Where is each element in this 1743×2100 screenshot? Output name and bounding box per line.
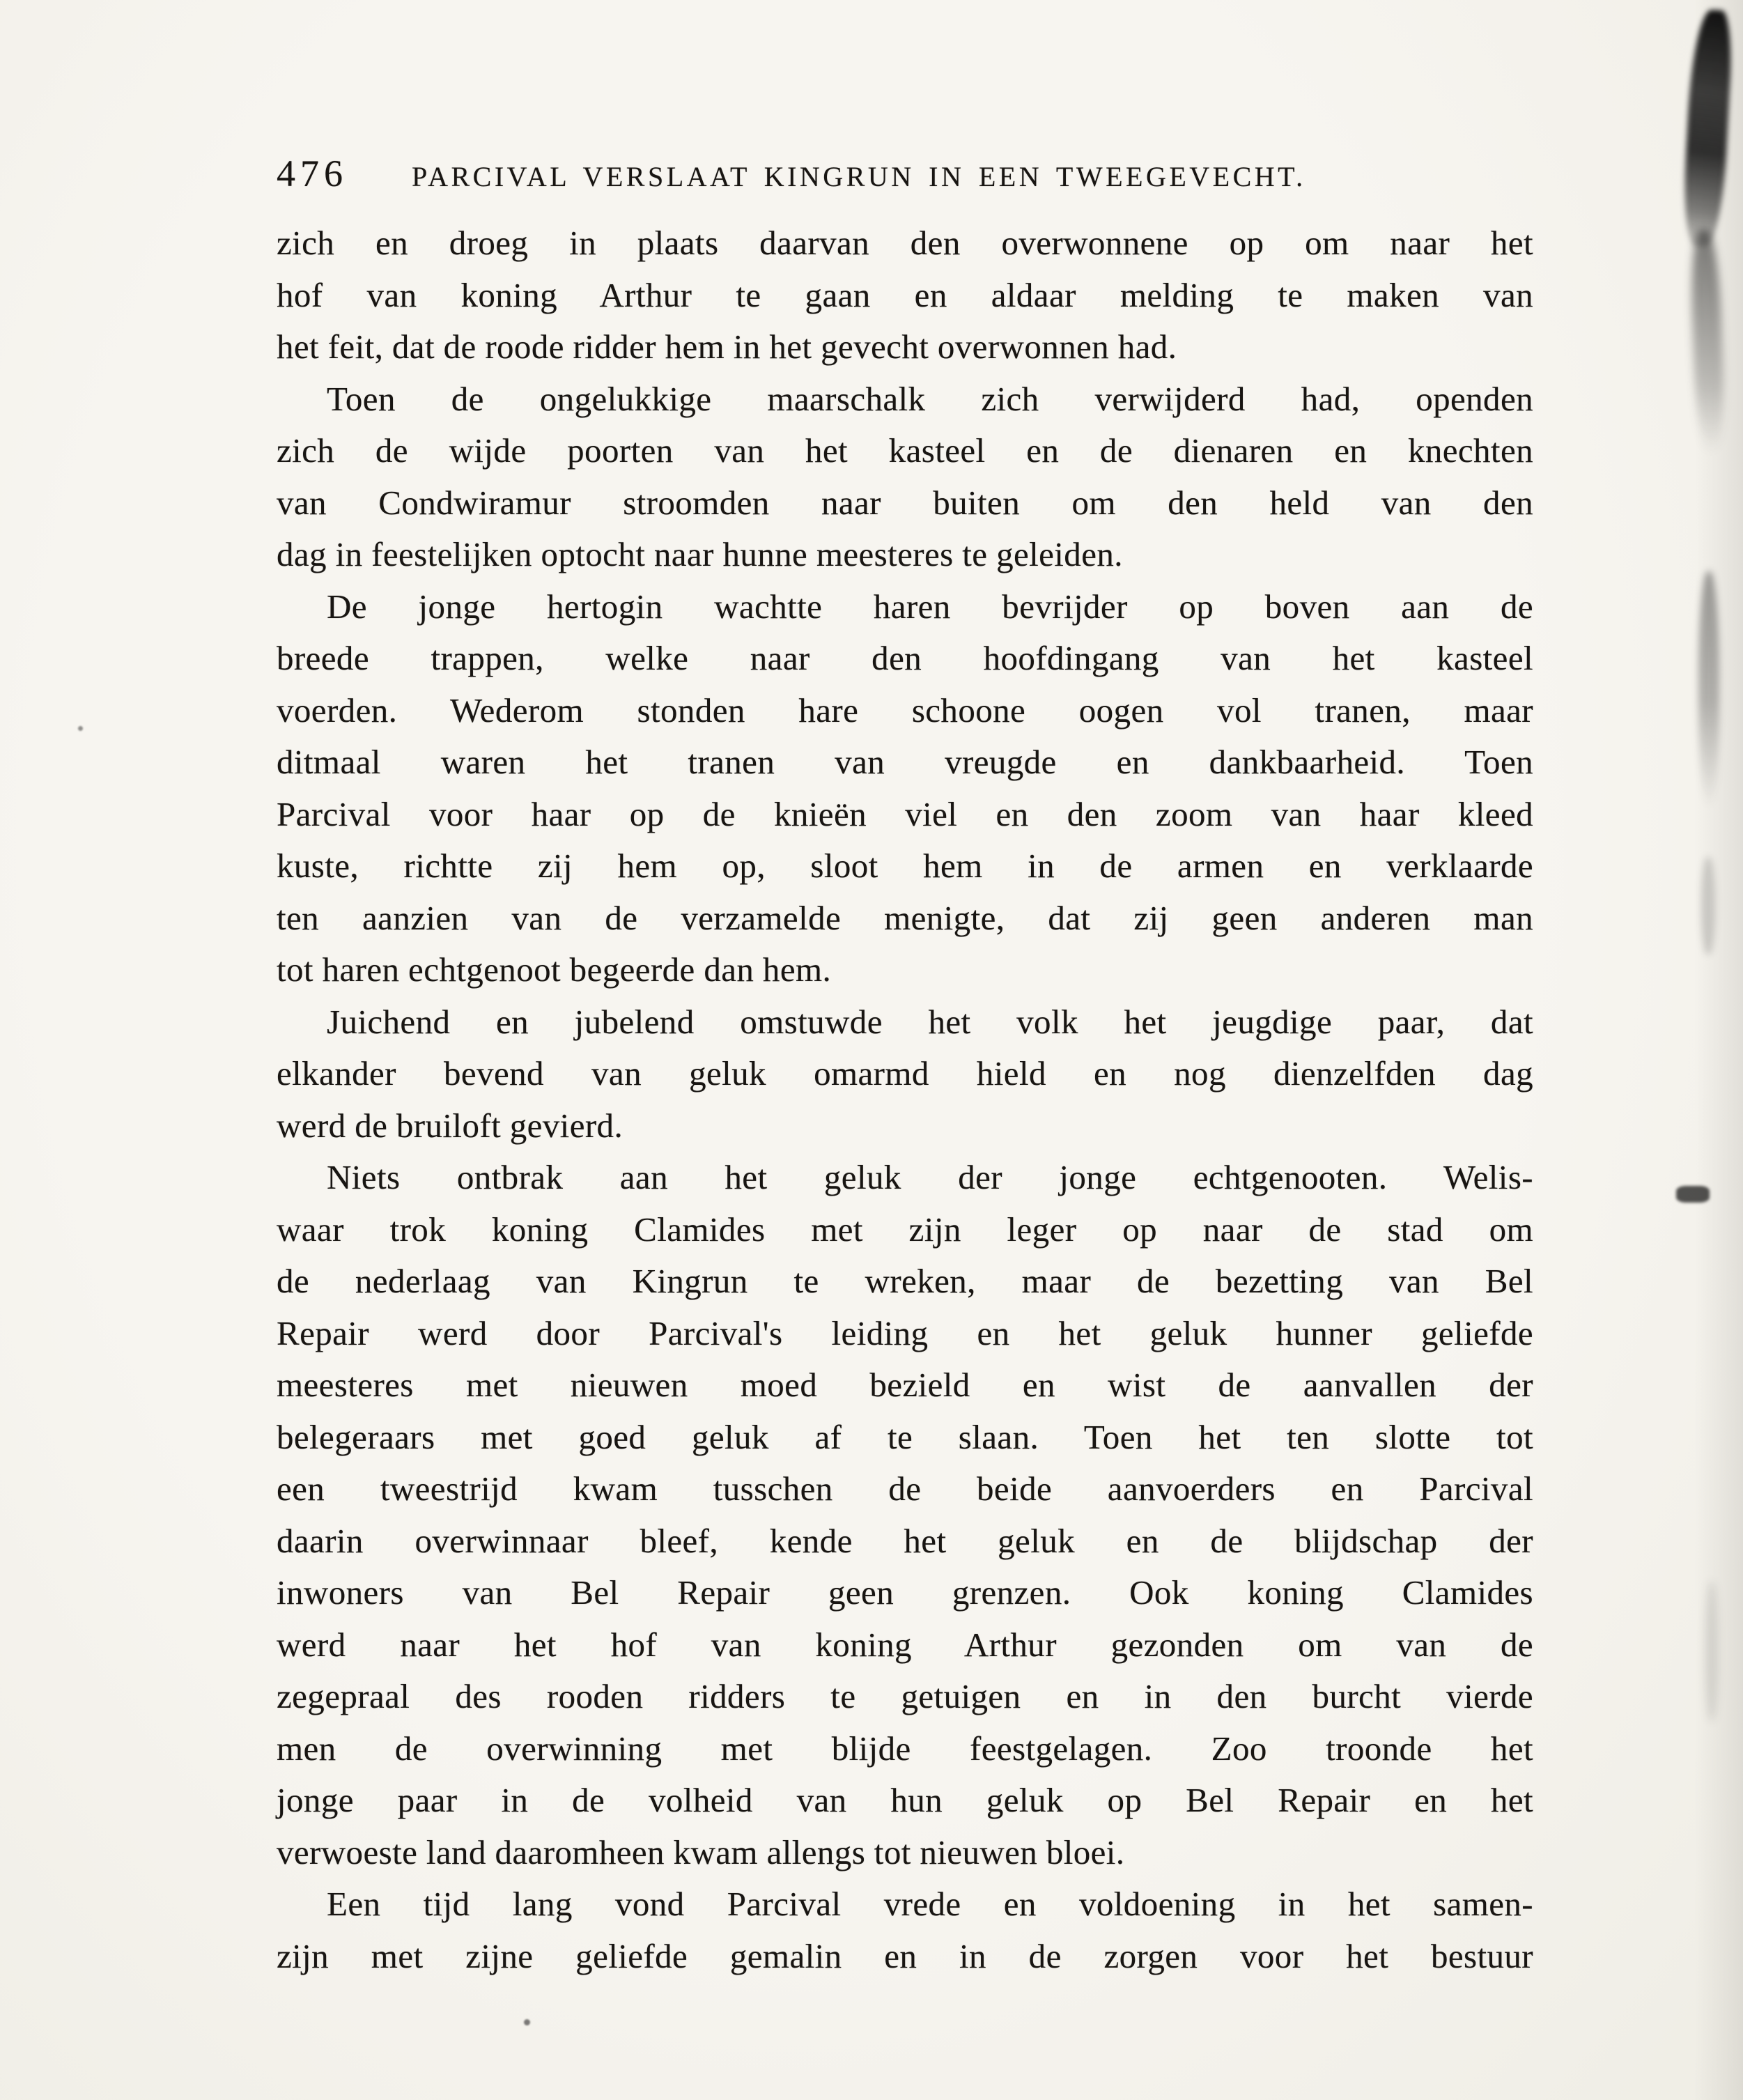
scan-artifact — [1689, 229, 1726, 453]
text-line: kuste, richtte zij hem op, sloot hem in de armen en verklaarde — [277, 847, 1533, 885]
text-line: werd naar het hof van koning Arthur gezonden om van de — [277, 1625, 1533, 1664]
text-line: een tweestrijd kwam tusschen de beide aanvoerders en Parcival — [277, 1469, 1533, 1508]
scan-artifact — [1681, 9, 1734, 248]
text-line: waar trok koning Clamides met zijn leger op naar de stad om — [277, 1210, 1533, 1249]
text-line: jonge paar in de volheid van hun geluk op Bel Repair en het — [277, 1781, 1533, 1819]
running-title: PARCIVAL VERSLAAT KINGRUN IN EEN TWEEGEVECHT. — [412, 161, 1306, 192]
text-line: zegepraal des rooden ridders te getuigen en in den burcht vierde — [277, 1677, 1533, 1715]
text-line: breede trappen, welke naar den hoofdingang van het kasteel — [277, 639, 1533, 677]
scan-edge-shade — [1694, 0, 1743, 2100]
scan-artifact — [1698, 571, 1719, 808]
text-line: De jonge hertogin wachtte haren bevrijder op boven aan de — [327, 587, 1533, 626]
page-header — [277, 152, 1537, 195]
body-text — [277, 217, 1533, 1982]
page-number: 476 — [277, 153, 348, 194]
text-line: elkander bevend van geluk omarmd hield en nog dienzelfden dag — [277, 1054, 1533, 1093]
text-line: daarin overwinnaar bleef, kende het geluk en de blijdschap der — [277, 1521, 1533, 1560]
text-line: het feit, dat de roode ridder hem in het gevecht overwonnen had. — [277, 327, 1177, 366]
text-line: hof van koning Arthur te gaan en aldaar melding te maken van — [277, 275, 1533, 314]
scan-artifact — [1701, 857, 1715, 955]
text-line: Repair werd door Parcival's leiding en het geluk hunner geliefde — [277, 1313, 1533, 1352]
text-line: zich de wijde poorten van het kasteel en de dienaren en knechten — [277, 431, 1533, 470]
text-line: van Condwiramur stroomden naar buiten om den held van den — [277, 483, 1533, 522]
text-line: tot haren echtgenoot begeerde dan hem. — [277, 950, 832, 989]
scan-artifact — [1676, 1186, 1710, 1203]
text-line: inwoners van Bel Repair geen grenzen. Ook koning Clamides — [277, 1573, 1533, 1612]
text-line: zijn met zijne geliefde gemalin en in de zorgen voor het bestuur — [277, 1936, 1533, 1975]
scan-speck — [78, 726, 83, 731]
text-line: Toen de ongelukkige maarschalk zich verwijderd had, openden — [327, 379, 1533, 418]
text-line: ditmaal waren het tranen van vreugde en dankbaarheid. Toen — [277, 743, 1533, 781]
scan-artifact — [1705, 1582, 1718, 1721]
text-line: de nederlaag van Kingrun te wreken, maar de bezetting van Bel — [277, 1262, 1533, 1300]
text-line: ten aanzien van de verzamelde menigte, dat zij geen anderen man — [277, 898, 1533, 937]
scan-speck — [524, 2019, 530, 2025]
text-line: werd de bruiloft gevierd. — [277, 1106, 623, 1145]
text-line: verwoeste land daaromheen kwam allengs tot nieuwen bloei. — [277, 1832, 1125, 1871]
text-line: men de overwinning met blijde feestgelagen. Zoo troonde het — [277, 1729, 1533, 1768]
text-line: voerden. Wederom stonden hare schoone oogen vol tranen, maar — [277, 690, 1533, 729]
text-line: meesteres met nieuwen moed bezield en wist de aanvallen der — [277, 1366, 1533, 1404]
text-line: Parcival voor haar op de knieën viel en den zoom van haar kleed — [277, 794, 1533, 833]
text-line: dag in feestelijken optocht naar hunne meesteres te geleiden. — [277, 535, 1123, 573]
text-line: Juichend en jubelend omstuwde het volk het jeugdige paar, dat — [327, 1002, 1533, 1041]
text-line: zich en droeg in plaats daarvan den overwonnene op om naar het — [277, 224, 1533, 262]
text-line: belegeraars met goed geluk af te slaan. Toen het ten slotte tot — [277, 1417, 1533, 1456]
text-line: Een tijd lang vond Parcival vrede en voldoening in het samen- — [327, 1885, 1533, 1923]
text-line: Niets ontbrak aan het geluk der jonge echtgenooten. Welis- — [327, 1158, 1533, 1196]
